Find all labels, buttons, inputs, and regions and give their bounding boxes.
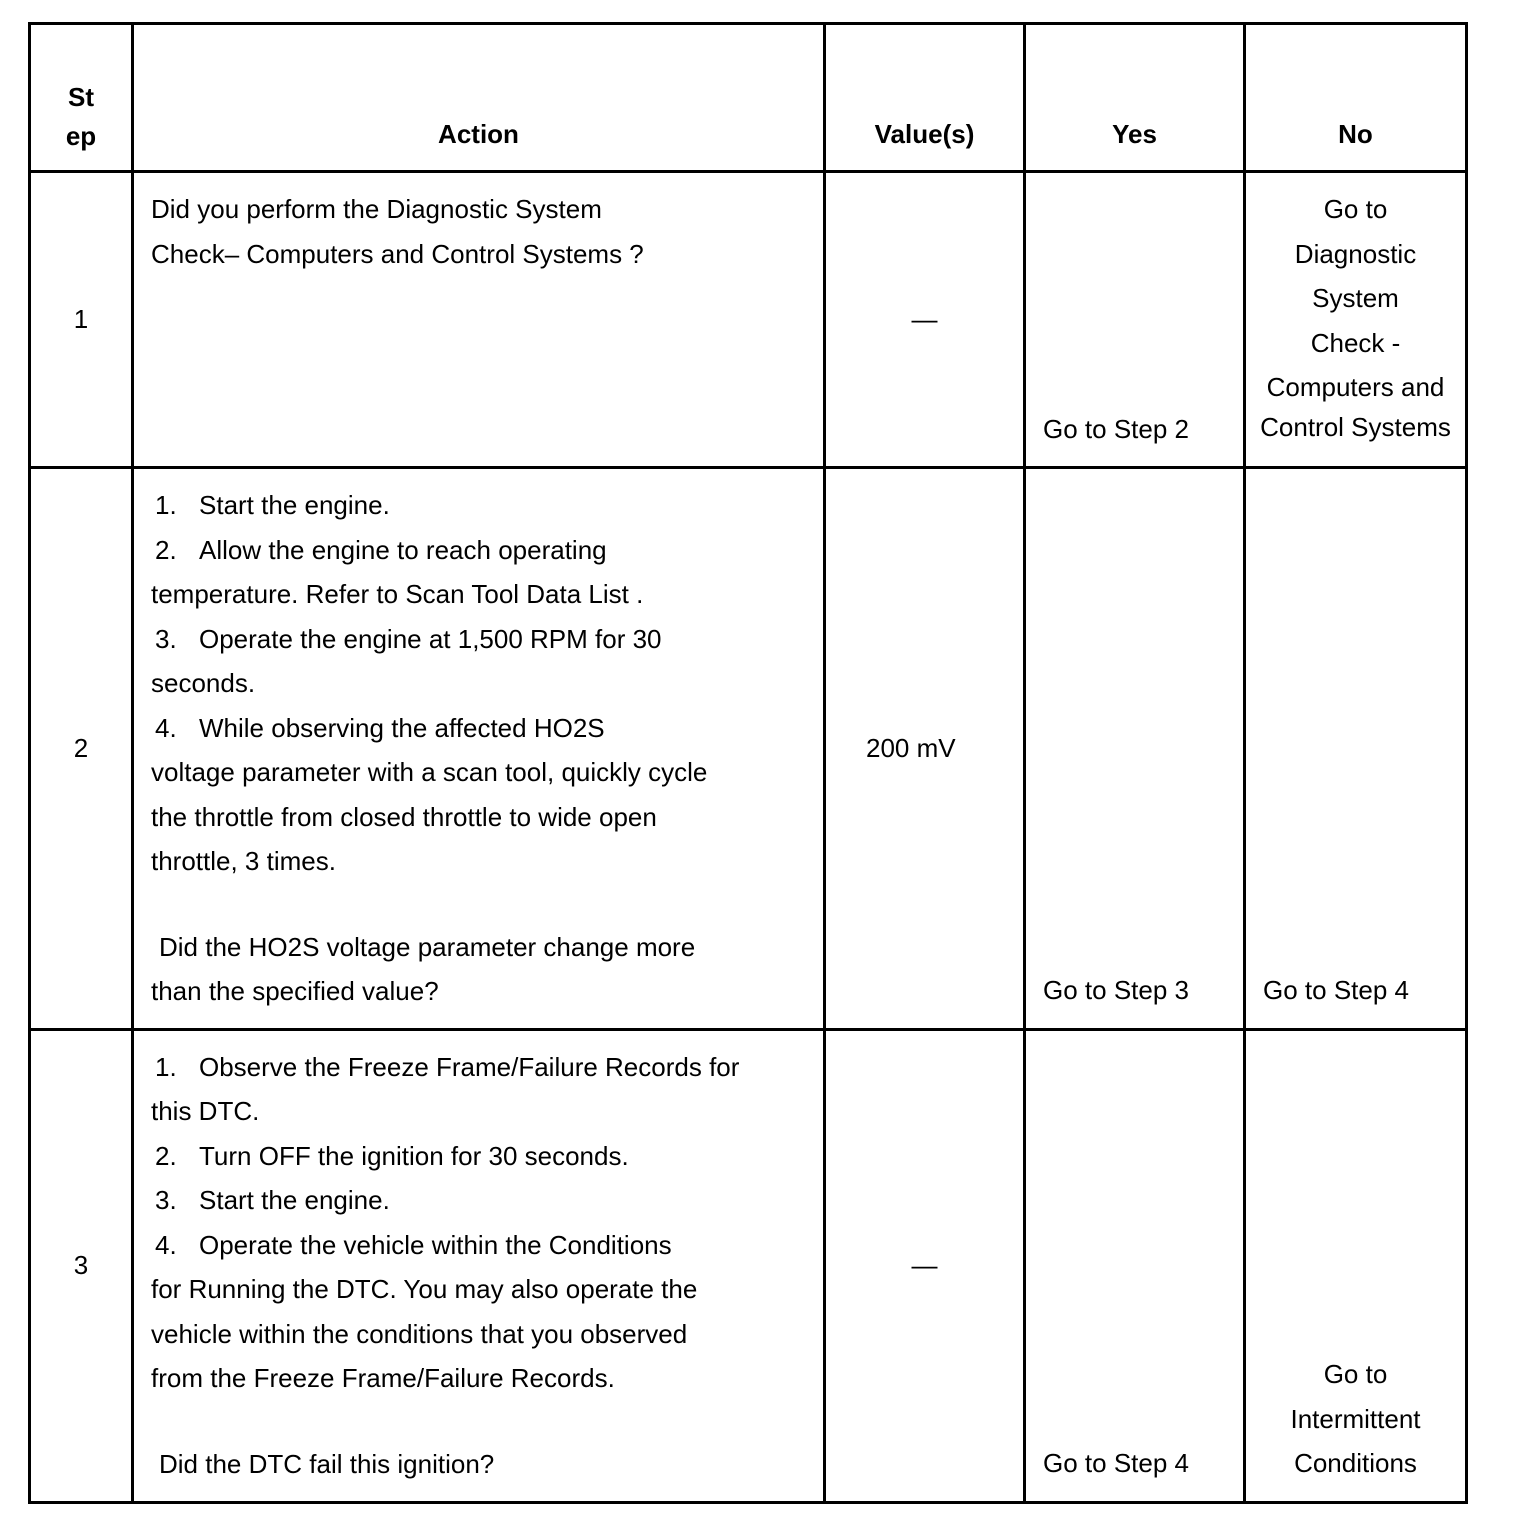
- action-item: temperature. Refer to Scan Tool Data List .: [151, 579, 644, 609]
- action-item: from the Freeze Frame/Failure Records.: [151, 1363, 615, 1393]
- item-text: While observing the affected HO2S: [199, 712, 605, 743]
- item-number: 4.: [155, 1229, 177, 1260]
- no-line: System: [1312, 283, 1399, 313]
- header-values: Value(s): [825, 24, 1025, 172]
- action-item: for Running the DTC. You may also operate the: [151, 1274, 698, 1304]
- item-number: 3.: [155, 623, 177, 654]
- value-cell: —: [825, 172, 1025, 468]
- step-number: 3: [30, 1029, 133, 1502]
- action-item: [151, 706, 823, 751]
- item-text: Operate the vehicle within the Conditions: [199, 1229, 672, 1260]
- item-number: 2.: [155, 534, 177, 565]
- item-text: Allow the engine to reach operating: [199, 534, 607, 565]
- item-number: 1.: [155, 490, 177, 520]
- action-item: [151, 1045, 823, 1090]
- no-link-diagnostic-system-check[interactable]: [1245, 172, 1467, 468]
- action-item: throttle, 3 times.: [151, 846, 336, 876]
- action-item: seconds.: [151, 668, 256, 698]
- action-item: [151, 1134, 823, 1179]
- header-step: [30, 24, 133, 172]
- item-number: 4.: [155, 712, 177, 743]
- no-line: Diagnostic: [1294, 238, 1417, 269]
- no-line: Check -: [1310, 327, 1401, 358]
- step-number: 1: [30, 172, 133, 468]
- header-no: No: [1245, 24, 1467, 172]
- item-number: 1.: [155, 1051, 177, 1082]
- item-text: Observe the Freeze Frame/Failure Records for: [199, 1051, 740, 1082]
- action-item: vehicle within the conditions that you observed: [151, 1318, 688, 1349]
- action-cell: [133, 172, 825, 468]
- header-yes: Yes: [1025, 24, 1245, 172]
- question-line: Did the HO2S voltage parameter change more: [159, 931, 696, 962]
- item-text: Start the engine.: [199, 1185, 390, 1215]
- item-text: Turn OFF the ignition for 30 seconds.: [199, 1140, 629, 1171]
- diagnostic-table: [28, 22, 1468, 1504]
- header-row: [30, 24, 1467, 172]
- step-number: 2: [30, 468, 133, 1030]
- item-text: Operate the engine at 1,500 RPM for 30: [199, 623, 662, 654]
- action-item: [151, 483, 823, 528]
- action-item: this DTC.: [151, 1096, 260, 1126]
- yes-link-step-2[interactable]: Go to Step 2: [1025, 172, 1245, 468]
- action-line: Did you perform the Diagnostic System: [151, 194, 602, 224]
- item-number: 3.: [155, 1185, 177, 1215]
- action-cell: [133, 1029, 825, 1502]
- value-cell: 200 mV: [825, 468, 1025, 1030]
- header-action: Action: [133, 24, 825, 172]
- action-item: the throttle from closed throttle to wide open: [151, 801, 657, 832]
- item-text: Start the engine.: [199, 490, 390, 520]
- no-line: Computers and: [1266, 372, 1445, 402]
- table-row-step-2: [30, 468, 1467, 1030]
- no-link-intermittent-conditions[interactable]: [1245, 1029, 1467, 1502]
- spacer: [151, 884, 823, 925]
- yes-link-step-4[interactable]: Go to Step 4: [1025, 1029, 1245, 1502]
- value-cell: —: [825, 1029, 1025, 1502]
- spacer: [151, 1401, 823, 1442]
- question-line: than the specified value?: [151, 976, 439, 1006]
- action-item: [151, 1178, 823, 1223]
- action-item: [151, 1223, 823, 1268]
- table-row-step-1: [30, 172, 1467, 468]
- table-row-step-3: [30, 1029, 1467, 1502]
- no-line: Intermittent: [1290, 1403, 1421, 1434]
- header-step-line1: St: [68, 82, 94, 112]
- action-cell: [133, 468, 825, 1030]
- no-link-step-4[interactable]: Go to Step 4: [1245, 468, 1467, 1030]
- action-item: [151, 617, 823, 662]
- header-step-line2: ep: [65, 121, 97, 151]
- no-line: Go to: [1323, 194, 1388, 224]
- no-line: Control Systems: [1260, 411, 1451, 442]
- action-item: [151, 528, 823, 573]
- action-item: voltage parameter with a scan tool, quickly cycle: [151, 757, 708, 787]
- question-line: Did the DTC fail this ignition?: [159, 1448, 495, 1479]
- item-number: 2.: [155, 1140, 177, 1171]
- action-line: Check– Computers and Control Systems ?: [151, 238, 644, 269]
- no-line: Conditions: [1294, 1448, 1417, 1478]
- yes-link-step-3[interactable]: Go to Step 3: [1025, 468, 1245, 1030]
- no-line: Go to: [1323, 1359, 1388, 1389]
